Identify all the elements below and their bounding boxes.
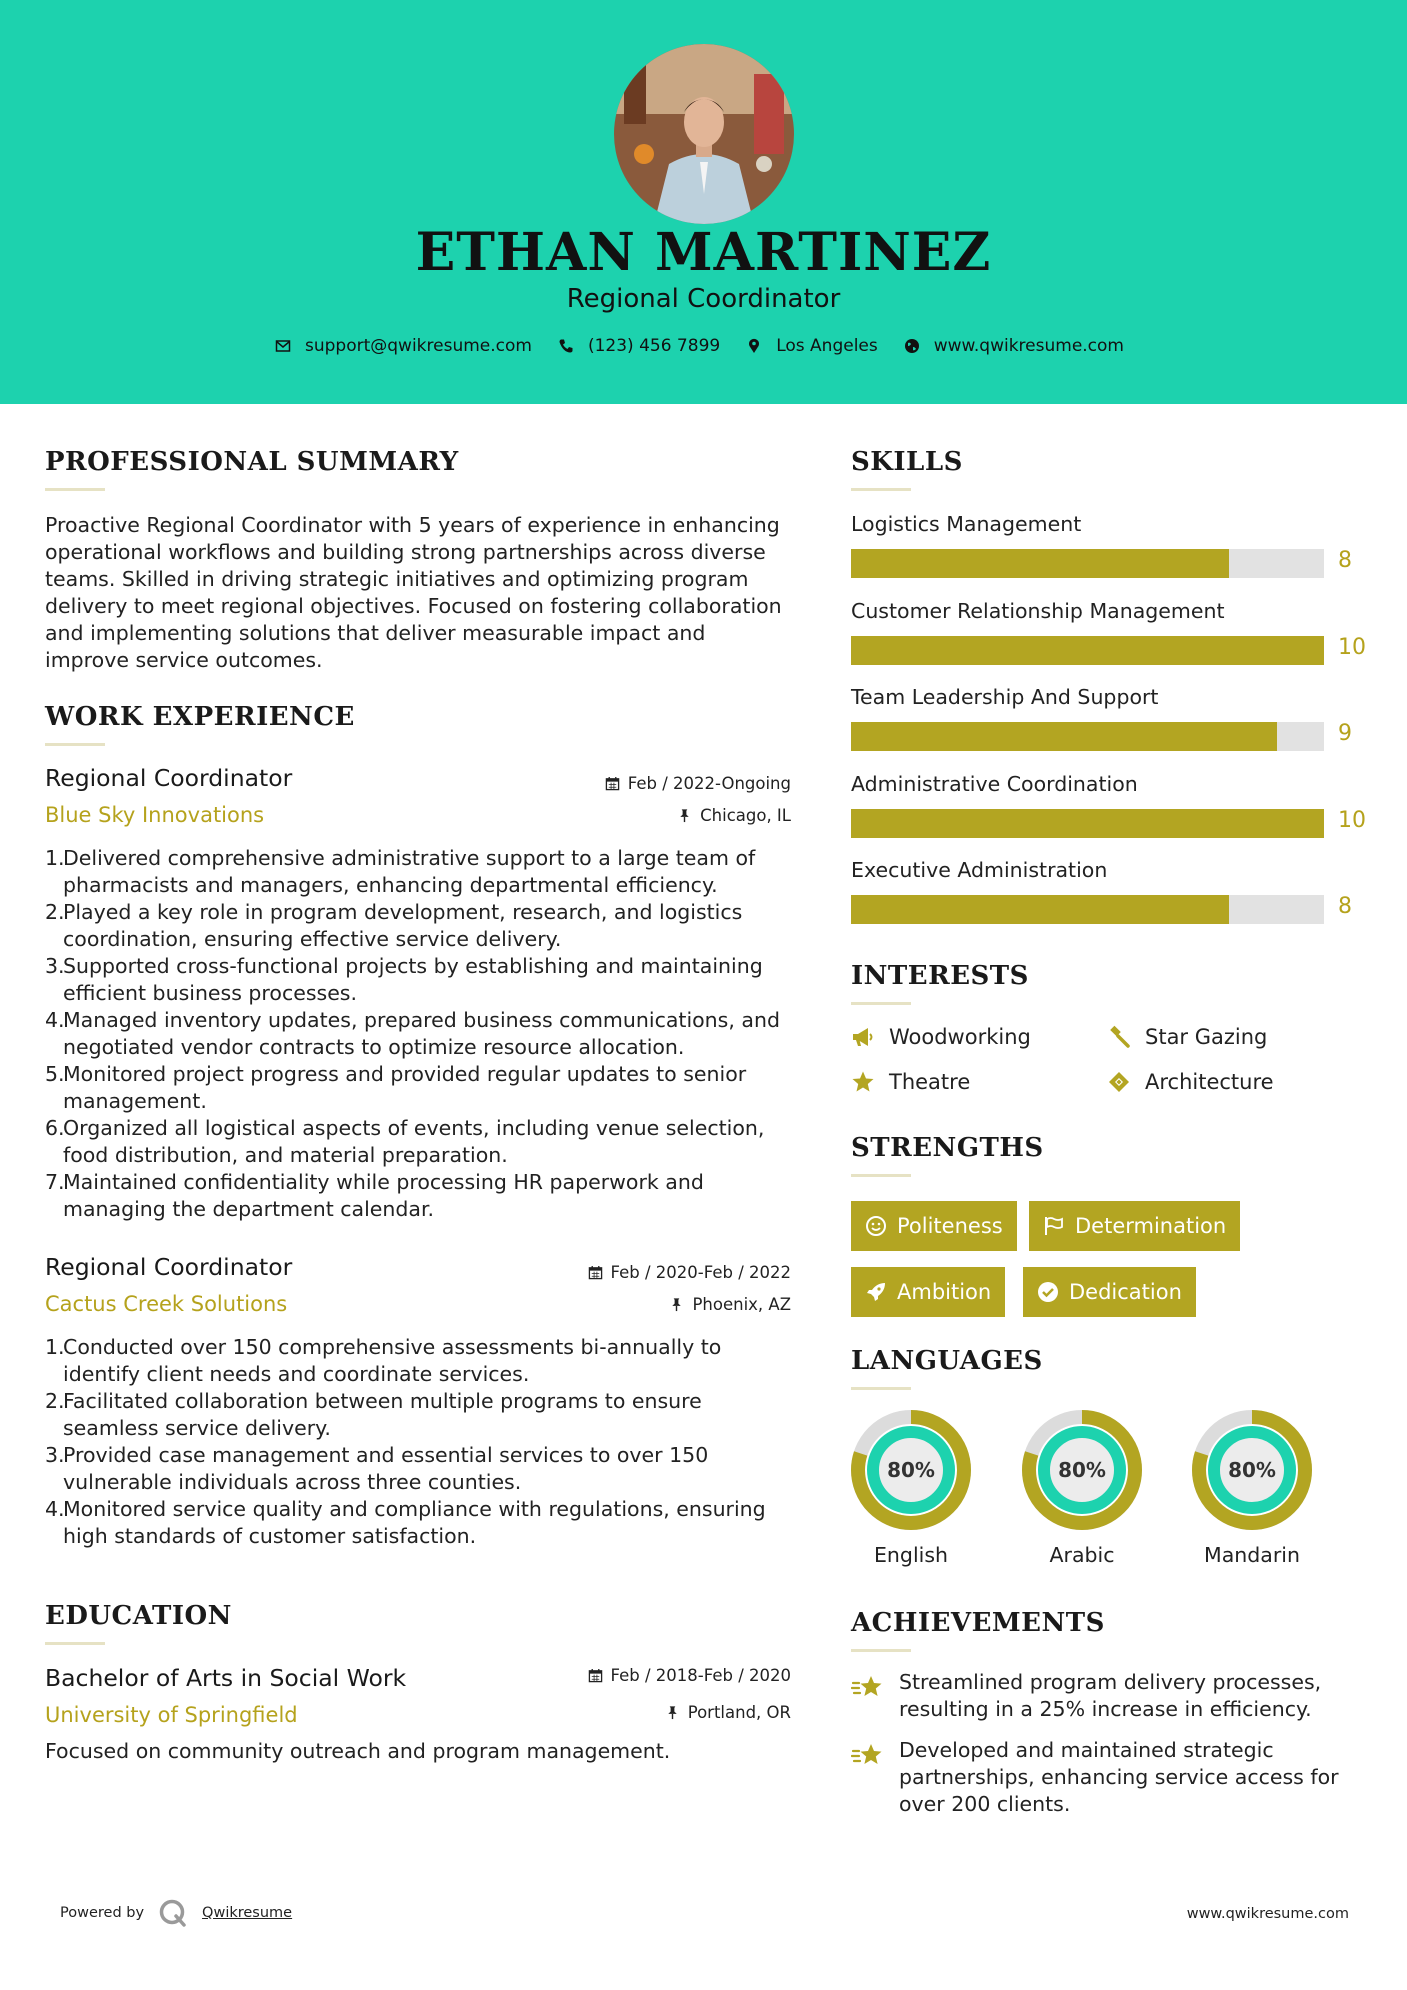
job-dates bbox=[588, 1263, 791, 1282]
skills-heading: SKILLS bbox=[851, 447, 963, 477]
skill-bar-fill bbox=[851, 895, 1229, 924]
education-location-text: Portland, OR bbox=[687, 1703, 791, 1722]
calendar-icon bbox=[588, 1668, 603, 1683]
skill-label: Executive Administration bbox=[851, 858, 1108, 882]
award-star-icon bbox=[851, 1671, 885, 1705]
interest-item bbox=[1107, 1025, 1267, 1049]
phone-icon bbox=[558, 338, 574, 354]
footer-branding bbox=[60, 1898, 292, 1928]
contact-location-text: Los Angeles bbox=[776, 336, 878, 356]
language-name: Mandarin bbox=[1204, 1543, 1300, 1567]
summary-text: Proactive Regional Coordinator with 5 years of experience in enhancing operational workflows and building strong partnerships across diverse teams. Skilled in driving strategic initiatives and optimizing program delivery to meet regional objectives. Focused on fostering collaboration and implementing solutions that deliver measurable impact and improve service outcomes. bbox=[45, 513, 782, 672]
list-item: 7. Maintained confidentiality while processing HR paperwork and managing the department calendar. bbox=[45, 1170, 704, 1221]
skill-bar-track bbox=[851, 809, 1324, 838]
achievements-heading: ACHIEVEMENTS bbox=[851, 1608, 1105, 1638]
list-item: 4. Monitored service quality and compliance with regulations, ensuring high standards of customer satisfaction. bbox=[45, 1497, 766, 1548]
skill-bar-track bbox=[851, 549, 1324, 578]
language-percent: 80% bbox=[887, 1458, 935, 1482]
qwikresume-link[interactable]: Qwikresume bbox=[202, 1905, 293, 1921]
summary-rule bbox=[45, 488, 105, 491]
interest-item bbox=[851, 1025, 1031, 1049]
languages-heading: LANGUAGES bbox=[851, 1346, 1043, 1376]
skill-bar-track bbox=[851, 636, 1324, 665]
strength-badge bbox=[851, 1201, 1017, 1251]
contact-bar bbox=[0, 336, 1407, 356]
job-location bbox=[677, 806, 791, 825]
job-dates-text: Feb / 2020-Feb / 2022 bbox=[610, 1263, 791, 1282]
strengths-heading: STRENGTHS bbox=[851, 1133, 1044, 1163]
skill-bar-track bbox=[851, 895, 1324, 924]
pushpin-icon bbox=[665, 1705, 680, 1720]
list-item: 3. Supported cross-functional projects by establishing and maintaining efficient business processes. bbox=[45, 954, 763, 1005]
check-circle-icon bbox=[1037, 1281, 1059, 1303]
achievement-text: Streamlined program delivery processes, resulting in a 25% increase in efficiency. bbox=[899, 1670, 1322, 1721]
skill-bar-fill bbox=[851, 722, 1277, 751]
skill-bar-fill bbox=[851, 549, 1229, 578]
strength-badge bbox=[1029, 1201, 1240, 1251]
gavel-icon bbox=[1107, 1025, 1131, 1049]
job-dates-text: Feb / 2022-Ongoing bbox=[627, 774, 791, 793]
job-title: Regional Coordinator bbox=[45, 764, 293, 792]
footer-url[interactable]: www.qwikresume.com bbox=[1186, 1906, 1349, 1922]
language-item bbox=[1182, 1409, 1322, 1567]
job-bullets bbox=[45, 1334, 795, 1550]
experience-heading: WORK EXPERIENCE bbox=[45, 702, 355, 732]
skill-value: 8 bbox=[1338, 894, 1352, 919]
interest-label: Woodworking bbox=[889, 1025, 1031, 1049]
skill-bar-track bbox=[851, 722, 1324, 751]
education-heading: EDUCATION bbox=[45, 1601, 232, 1631]
language-percent: 80% bbox=[1058, 1458, 1106, 1482]
pushpin-icon bbox=[669, 1297, 684, 1312]
education-dates bbox=[588, 1666, 791, 1685]
list-item: 6. Organized all logistical aspects of events, including venue selection, food distribution, and material preparation. bbox=[45, 1116, 765, 1167]
interest-label: Star Gazing bbox=[1145, 1025, 1268, 1049]
contact-phone[interactable] bbox=[558, 336, 720, 356]
skill-bar-fill bbox=[851, 636, 1324, 665]
summary-heading: PROFESSIONAL SUMMARY bbox=[45, 447, 459, 477]
strengths-rule bbox=[851, 1174, 911, 1177]
contact-email[interactable] bbox=[275, 336, 532, 356]
language-name: English bbox=[873, 1543, 949, 1567]
contact-website-text: www.qwikresume.com bbox=[933, 336, 1124, 356]
contact-location bbox=[746, 336, 878, 356]
job-location-text: Phoenix, AZ bbox=[692, 1295, 791, 1314]
education-description: Focused on community outreach and program management. bbox=[45, 1739, 671, 1763]
interests-heading: INTERESTS bbox=[851, 961, 1029, 991]
experience-rule bbox=[45, 743, 105, 746]
flag-icon bbox=[1043, 1215, 1065, 1237]
skill-value: 10 bbox=[1338, 634, 1366, 660]
strength-label: Determination bbox=[1075, 1214, 1227, 1238]
job-location bbox=[669, 1295, 791, 1314]
pushpin-icon bbox=[677, 808, 692, 823]
qwikresume-logo-icon bbox=[158, 1898, 188, 1928]
job-company: Blue Sky Innovations bbox=[45, 803, 265, 827]
language-ring bbox=[850, 1409, 972, 1531]
candidate-title: Regional Coordinator bbox=[566, 284, 841, 314]
list-item: 3. Provided case management and essential services to over 150 vulnerable individuals across three counties. bbox=[45, 1443, 709, 1494]
interest-item bbox=[851, 1070, 970, 1094]
interest-label: Theatre bbox=[889, 1070, 971, 1094]
smile-icon bbox=[865, 1215, 887, 1237]
calendar-icon bbox=[605, 776, 620, 791]
star-icon bbox=[851, 1070, 875, 1094]
skill-value: 9 bbox=[1338, 721, 1352, 746]
interest-item bbox=[1107, 1070, 1274, 1094]
powered-by-label: Powered by bbox=[60, 1905, 145, 1921]
skill-label: Administrative Coordination bbox=[851, 771, 1138, 796]
job-title: Regional Coordinator bbox=[45, 1253, 293, 1281]
job-location-text: Chicago, IL bbox=[700, 806, 791, 825]
achievement-item bbox=[851, 1669, 1351, 1723]
job-company: Cactus Creek Solutions bbox=[45, 1292, 288, 1316]
strength-label: Ambition bbox=[897, 1280, 992, 1304]
strength-label: Dedication bbox=[1069, 1280, 1182, 1304]
strength-label: Politeness bbox=[897, 1214, 1003, 1238]
skill-label: Customer Relationship Management bbox=[851, 598, 1225, 623]
globe-icon bbox=[904, 338, 920, 354]
school-name: University of Springfield bbox=[45, 1703, 298, 1727]
job-bullets bbox=[45, 845, 795, 1223]
list-item: 5. Monitored project progress and provided regular updates to senior management. bbox=[45, 1062, 747, 1113]
megaphone-icon bbox=[851, 1025, 875, 1049]
language-name: Arabic bbox=[1049, 1543, 1115, 1567]
education-location bbox=[665, 1703, 791, 1722]
list-item: 2. Facilitated collaboration between multiple programs to ensure seamless service delivery. bbox=[45, 1389, 702, 1440]
resume-header bbox=[0, 0, 1407, 404]
achievement-item bbox=[851, 1737, 1351, 1818]
languages-rule bbox=[851, 1387, 911, 1390]
list-item: 1. Conducted over 150 comprehensive assessments bi-annually to identify client needs and coordinate services. bbox=[45, 1335, 722, 1386]
list-item: 4. Managed inventory updates, prepared business communications, and negotiated vendor contracts to optimize resource allocation. bbox=[45, 1008, 780, 1059]
contact-phone-text: (123) 456 7899 bbox=[587, 336, 721, 356]
degree-title: Bachelor of Arts in Social Work bbox=[45, 1664, 407, 1692]
list-item: 2. Played a key role in program development, research, and logistics coordination, ensuring effective service delivery. bbox=[45, 900, 743, 951]
profile-photo bbox=[614, 44, 794, 224]
language-percent: 80% bbox=[1228, 1458, 1276, 1482]
contact-website[interactable] bbox=[904, 336, 1124, 356]
skill-bar-fill bbox=[851, 809, 1324, 838]
skill-label: Team Leadership And Support bbox=[851, 685, 1159, 709]
skill-label: Logistics Management bbox=[851, 512, 1082, 536]
skill-value: 10 bbox=[1338, 807, 1366, 833]
ticket-icon bbox=[1107, 1070, 1131, 1094]
award-star-icon bbox=[851, 1739, 885, 1773]
language-ring bbox=[1021, 1409, 1143, 1531]
strength-badge bbox=[1023, 1267, 1196, 1317]
language-item bbox=[1012, 1409, 1152, 1567]
interest-label: Architecture bbox=[1145, 1070, 1274, 1094]
language-ring bbox=[1191, 1409, 1313, 1531]
list-item: 1. Delivered comprehensive administrative support to a large team of pharmacists and managers, enhancing departmental efficiency. bbox=[45, 846, 756, 897]
contact-email-text: support@qwikresume.com bbox=[305, 336, 532, 356]
education-rule bbox=[45, 1642, 105, 1645]
rocket-icon bbox=[865, 1281, 887, 1303]
achievements-rule bbox=[851, 1649, 911, 1652]
candidate-name: ETHAN MARTINEZ bbox=[415, 222, 992, 283]
education-dates-text: Feb / 2018-Feb / 2020 bbox=[610, 1666, 791, 1685]
language-item bbox=[841, 1409, 981, 1567]
skill-value: 8 bbox=[1338, 548, 1352, 573]
map-marker-icon bbox=[746, 338, 762, 354]
job-dates bbox=[605, 774, 791, 793]
achievement-text: Developed and maintained strategic partnerships, enhancing service access for over 200 clients. bbox=[899, 1738, 1339, 1816]
strength-badge bbox=[851, 1267, 1005, 1317]
calendar-icon bbox=[588, 1265, 603, 1280]
interests-rule bbox=[851, 1002, 911, 1005]
envelope-icon bbox=[275, 338, 291, 354]
skills-rule bbox=[851, 488, 911, 491]
